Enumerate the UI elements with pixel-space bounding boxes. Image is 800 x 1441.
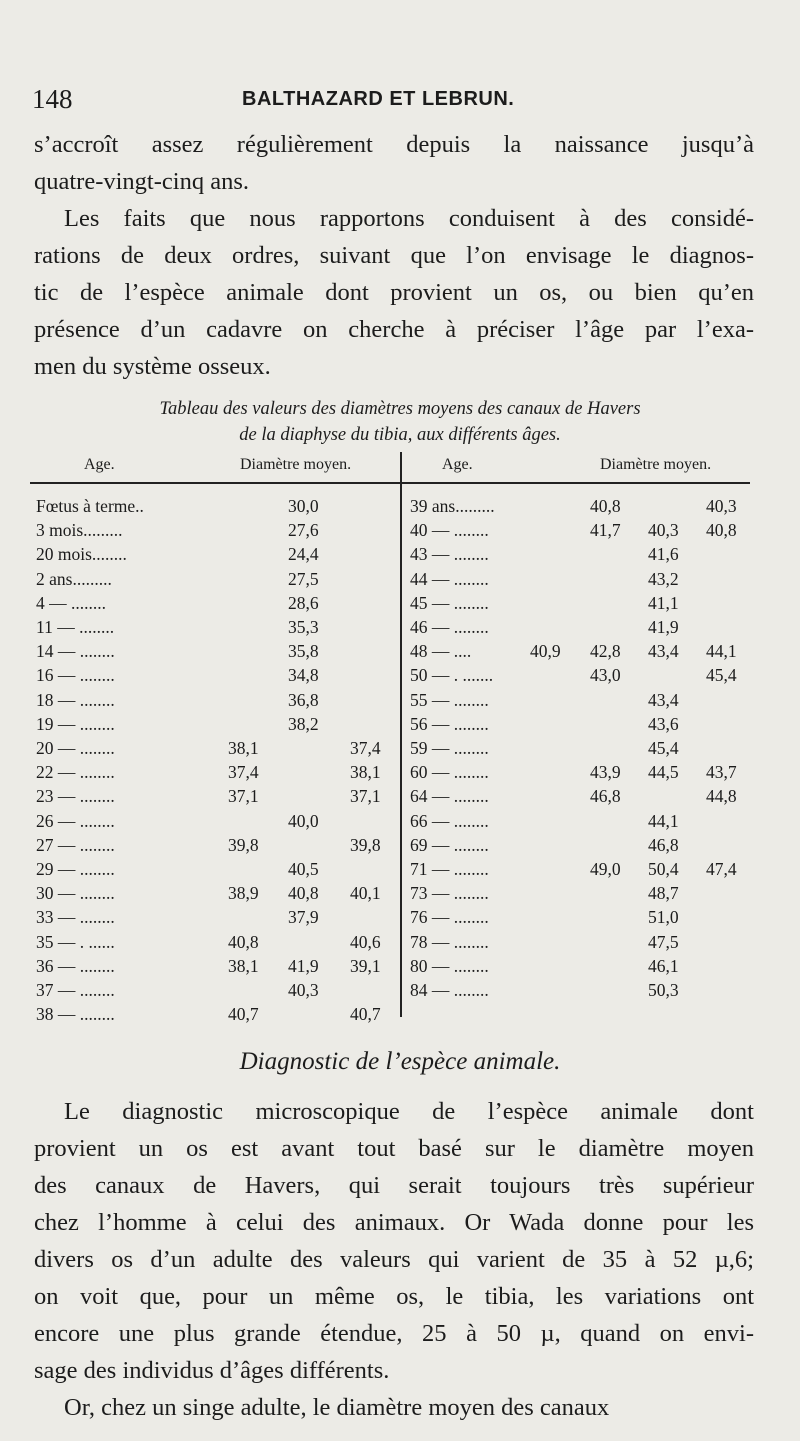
left-diameter-value: 38,1: [228, 738, 259, 758]
left-diameter-value: 39,8: [350, 834, 381, 855]
table-caption: [60, 396, 740, 448]
text-line: on voit que, pour un même os, le tibia, les variations ont: [34, 1283, 754, 1310]
right-diameter-value: 44,8: [706, 786, 737, 807]
left-diameter-value: 40,1: [350, 883, 381, 904]
right-diameter-value: 46,1: [648, 955, 679, 976]
text-line: Les faits que nous rapportons conduisent à des considé-: [64, 205, 754, 232]
right-age-cell: 50 — . .......: [410, 665, 494, 686]
right-diameter-value: 40,9: [530, 641, 561, 662]
page-header: [32, 84, 740, 118]
right-age-header: Age.: [442, 456, 473, 473]
left-diameter-value: 37,1: [228, 786, 259, 807]
left-diameter-value: 34,8: [288, 665, 319, 686]
left-diameter-value: 27,5: [288, 568, 319, 589]
right-diameter-value: 48,7: [648, 883, 679, 904]
caption-line-1: Tableau des valeurs des diamètres moyens des canaux de Havers: [159, 399, 641, 419]
right-diameter-value: 41,6: [648, 544, 679, 565]
left-diameter-value: 24,4: [288, 544, 319, 565]
right-age-cell: 80 — ........: [410, 955, 489, 976]
left-diameter-value: 40,7: [228, 1004, 259, 1025]
text-line: rations de deux ordres, suivant que l’on envisage le diagnos-: [34, 242, 754, 269]
right-diameter-value: 46,8: [590, 786, 621, 807]
left-diameter-value: 28,6: [288, 592, 319, 613]
left-age-cell: Fœtus à terme..: [36, 496, 144, 516]
text-line: présence d’un cadavre on cherche à préciser l’âge par l’exa-: [34, 316, 754, 343]
intro-paragraph: [34, 126, 754, 385]
right-diameter-header: Diamètre moyen.: [600, 456, 712, 473]
text-line: s’accroît assez régulièrement depuis la naissance jusqu’à: [34, 131, 754, 158]
text-line: men du système osseux.: [34, 353, 271, 380]
right-age-cell: 39 ans.........: [410, 496, 495, 516]
left-age-cell: 26 — ........: [36, 810, 115, 831]
text-line: tic de l’espèce animale dont provient un os, ou bien qu’en: [34, 279, 754, 306]
left-age-cell: 38 — ........: [36, 1004, 115, 1025]
left-diameter-value: 37,1: [350, 786, 381, 807]
column-divider: [400, 452, 402, 1017]
left-age-cell: 20 mois........: [36, 544, 127, 565]
left-diameter-value: 37,4: [228, 762, 259, 783]
right-diameter-value: 42,8: [590, 641, 621, 662]
left-diameter-value: 40,3: [288, 980, 319, 1000]
right-diameter-value: 41,7: [590, 520, 621, 541]
right-diameter-value: 43,9: [590, 762, 621, 783]
left-diameter-value: 30,0: [288, 496, 319, 516]
left-age-cell: 29 — ........: [36, 859, 115, 879]
left-age-cell: 37 — ........: [36, 980, 115, 1000]
text-line: encore une plus grande étendue, 25 à 50 µ, quand on envi-: [34, 1320, 754, 1347]
right-diameter-value: 47,5: [648, 931, 679, 952]
left-diameter-value: 40,8: [288, 883, 319, 904]
right-diameter-value: 40,8: [590, 496, 621, 516]
left-age-cell: 11 — ........: [36, 617, 115, 637]
right-age-cell: 48 — ....: [410, 641, 472, 662]
left-age-cell: 23 — ........: [36, 786, 115, 807]
left-diameter-value: 40,7: [350, 1004, 381, 1025]
left-age-cell: 30 — ........: [36, 883, 115, 904]
right-age-cell: 64 — ........: [410, 786, 489, 807]
right-age-cell: 44 — ........: [410, 568, 489, 589]
right-diameter-value: 41,9: [648, 617, 679, 637]
right-diameter-value: 43,4: [648, 689, 679, 710]
left-age-cell: 27 — ........: [36, 834, 115, 855]
running-head: BALTHAZARD ET LEBRUN.: [242, 88, 515, 110]
left-diameter-header: Diamètre moyen.: [240, 456, 352, 473]
left-diameter-value: 36,8: [288, 689, 319, 710]
havers-canal-table: [30, 452, 750, 1025]
right-diameter-value: 43,7: [706, 762, 737, 783]
right-diameter-value: 40,3: [648, 520, 679, 541]
left-age-cell: 4 — ........: [36, 592, 106, 613]
right-diameter-value: 40,8: [706, 520, 737, 541]
left-diameter-value: 40,8: [228, 931, 259, 952]
right-diameter-value: 43,4: [648, 641, 679, 662]
text-line: Le diagnostic microscopique de l’espèce animale dont: [64, 1098, 754, 1125]
left-diameter-value: 40,6: [350, 931, 381, 952]
left-diameter-value: 38,2: [288, 713, 319, 734]
left-diameter-value: 37,9: [288, 907, 319, 928]
left-age-cell: 33 — ........: [36, 907, 115, 928]
text-line: divers os d’un adulte des valeurs qui varient de 35 à 52 µ,6;: [34, 1246, 754, 1273]
text-line: Or, chez un singe adulte, le diamètre moyen des canaux: [64, 1394, 610, 1421]
right-diameter-value: 41,1: [648, 592, 679, 613]
left-age-cell: 22 — ........: [36, 762, 115, 783]
left-age-cell: 16 — ........: [36, 665, 115, 686]
right-diameter-value: 44,5: [648, 762, 679, 783]
right-diameter-value: 45,4: [706, 665, 737, 686]
right-diameter-value: 50,3: [648, 980, 679, 1000]
right-age-cell: 69 — ........: [410, 834, 489, 855]
left-age-cell: 3 mois.........: [36, 520, 123, 541]
left-diameter-value: 41,9: [288, 955, 319, 976]
right-age-cell: 76 — ........: [410, 907, 489, 928]
left-diameter-value: 35,8: [288, 641, 319, 662]
right-age-cell: 60 — ........: [410, 762, 489, 783]
text-line: sage des individus d’âges différents.: [34, 1357, 390, 1384]
right-age-cell: 55 — ........: [410, 689, 489, 710]
right-diameter-value: 43,0: [590, 665, 621, 686]
left-diameter-value: 37,4: [350, 738, 381, 758]
right-diameter-value: 49,0: [590, 859, 621, 879]
left-age-cell: 18 — ........: [36, 689, 115, 710]
text-line: des canaux de Havers, qui serait toujours très supérieur: [34, 1172, 754, 1199]
text-line: chez l’homme à celui des animaux. Or Wada donne pour les: [34, 1209, 754, 1236]
left-age-cell: 20 — ........: [36, 738, 115, 758]
left-diameter-value: 38,1: [228, 955, 259, 976]
right-diameter-value: 43,2: [648, 568, 679, 589]
right-diameter-value: 50,4: [648, 859, 679, 879]
right-diameter-value: 47,4: [706, 859, 737, 879]
left-age-cell: 14 — ........: [36, 641, 115, 662]
page-number: 148: [32, 84, 73, 114]
text-line: provient un os est avant tout basé sur le diamètre moyen: [34, 1135, 754, 1162]
left-diameter-value: 39,1: [350, 955, 381, 976]
right-diameter-value: 45,4: [648, 738, 679, 758]
right-age-cell: 73 — ........: [410, 883, 489, 904]
left-diameter-value: 39,8: [228, 834, 259, 855]
right-age-cell: 71 — ........: [410, 859, 489, 879]
right-diameter-value: 40,3: [706, 496, 737, 516]
right-diameter-value: 43,6: [648, 713, 679, 734]
right-age-cell: 84 — ........: [410, 980, 489, 1000]
right-diameter-value: 46,8: [648, 834, 679, 855]
right-age-cell: 43 — ........: [410, 544, 489, 565]
left-diameter-value: 40,5: [288, 859, 319, 879]
left-diameter-value: 27,6: [288, 520, 319, 541]
left-diameter-value: 40,0: [288, 810, 319, 831]
right-diameter-value: 44,1: [706, 641, 737, 662]
diagnostic-paragraph: [34, 1093, 754, 1426]
left-age-cell: 36 — ........: [36, 955, 115, 976]
text-line: quatre-vingt-cinq ans.: [34, 168, 249, 195]
right-age-cell: 56 — ........: [410, 713, 489, 734]
left-age-cell: 35 — . ......: [36, 931, 115, 952]
right-age-cell: 46 — ........: [410, 617, 489, 637]
right-age-cell: 45 — ........: [410, 592, 489, 613]
left-diameter-value: 35,3: [288, 617, 319, 637]
right-age-cell: 59 — ........: [410, 738, 489, 758]
caption-line-2: de la diaphyse du tibia, aux différents âges.: [239, 425, 561, 445]
left-diameter-value: 38,9: [228, 883, 259, 904]
right-diameter-value: 44,1: [648, 810, 679, 831]
right-age-cell: 66 — ........: [410, 810, 489, 831]
right-age-cell: 40 — ........: [410, 520, 489, 541]
left-age-cell: 19 — ........: [36, 713, 115, 734]
header-rule: [30, 482, 750, 484]
left-diameter-value: 38,1: [350, 762, 381, 783]
left-age-header: Age.: [84, 456, 115, 473]
right-age-cell: 78 — ........: [410, 931, 489, 952]
section-subheading: Diagnostic de l’espèce animale.: [239, 1048, 561, 1075]
left-age-cell: 2 ans.........: [36, 568, 112, 589]
right-diameter-value: 51,0: [648, 907, 679, 928]
